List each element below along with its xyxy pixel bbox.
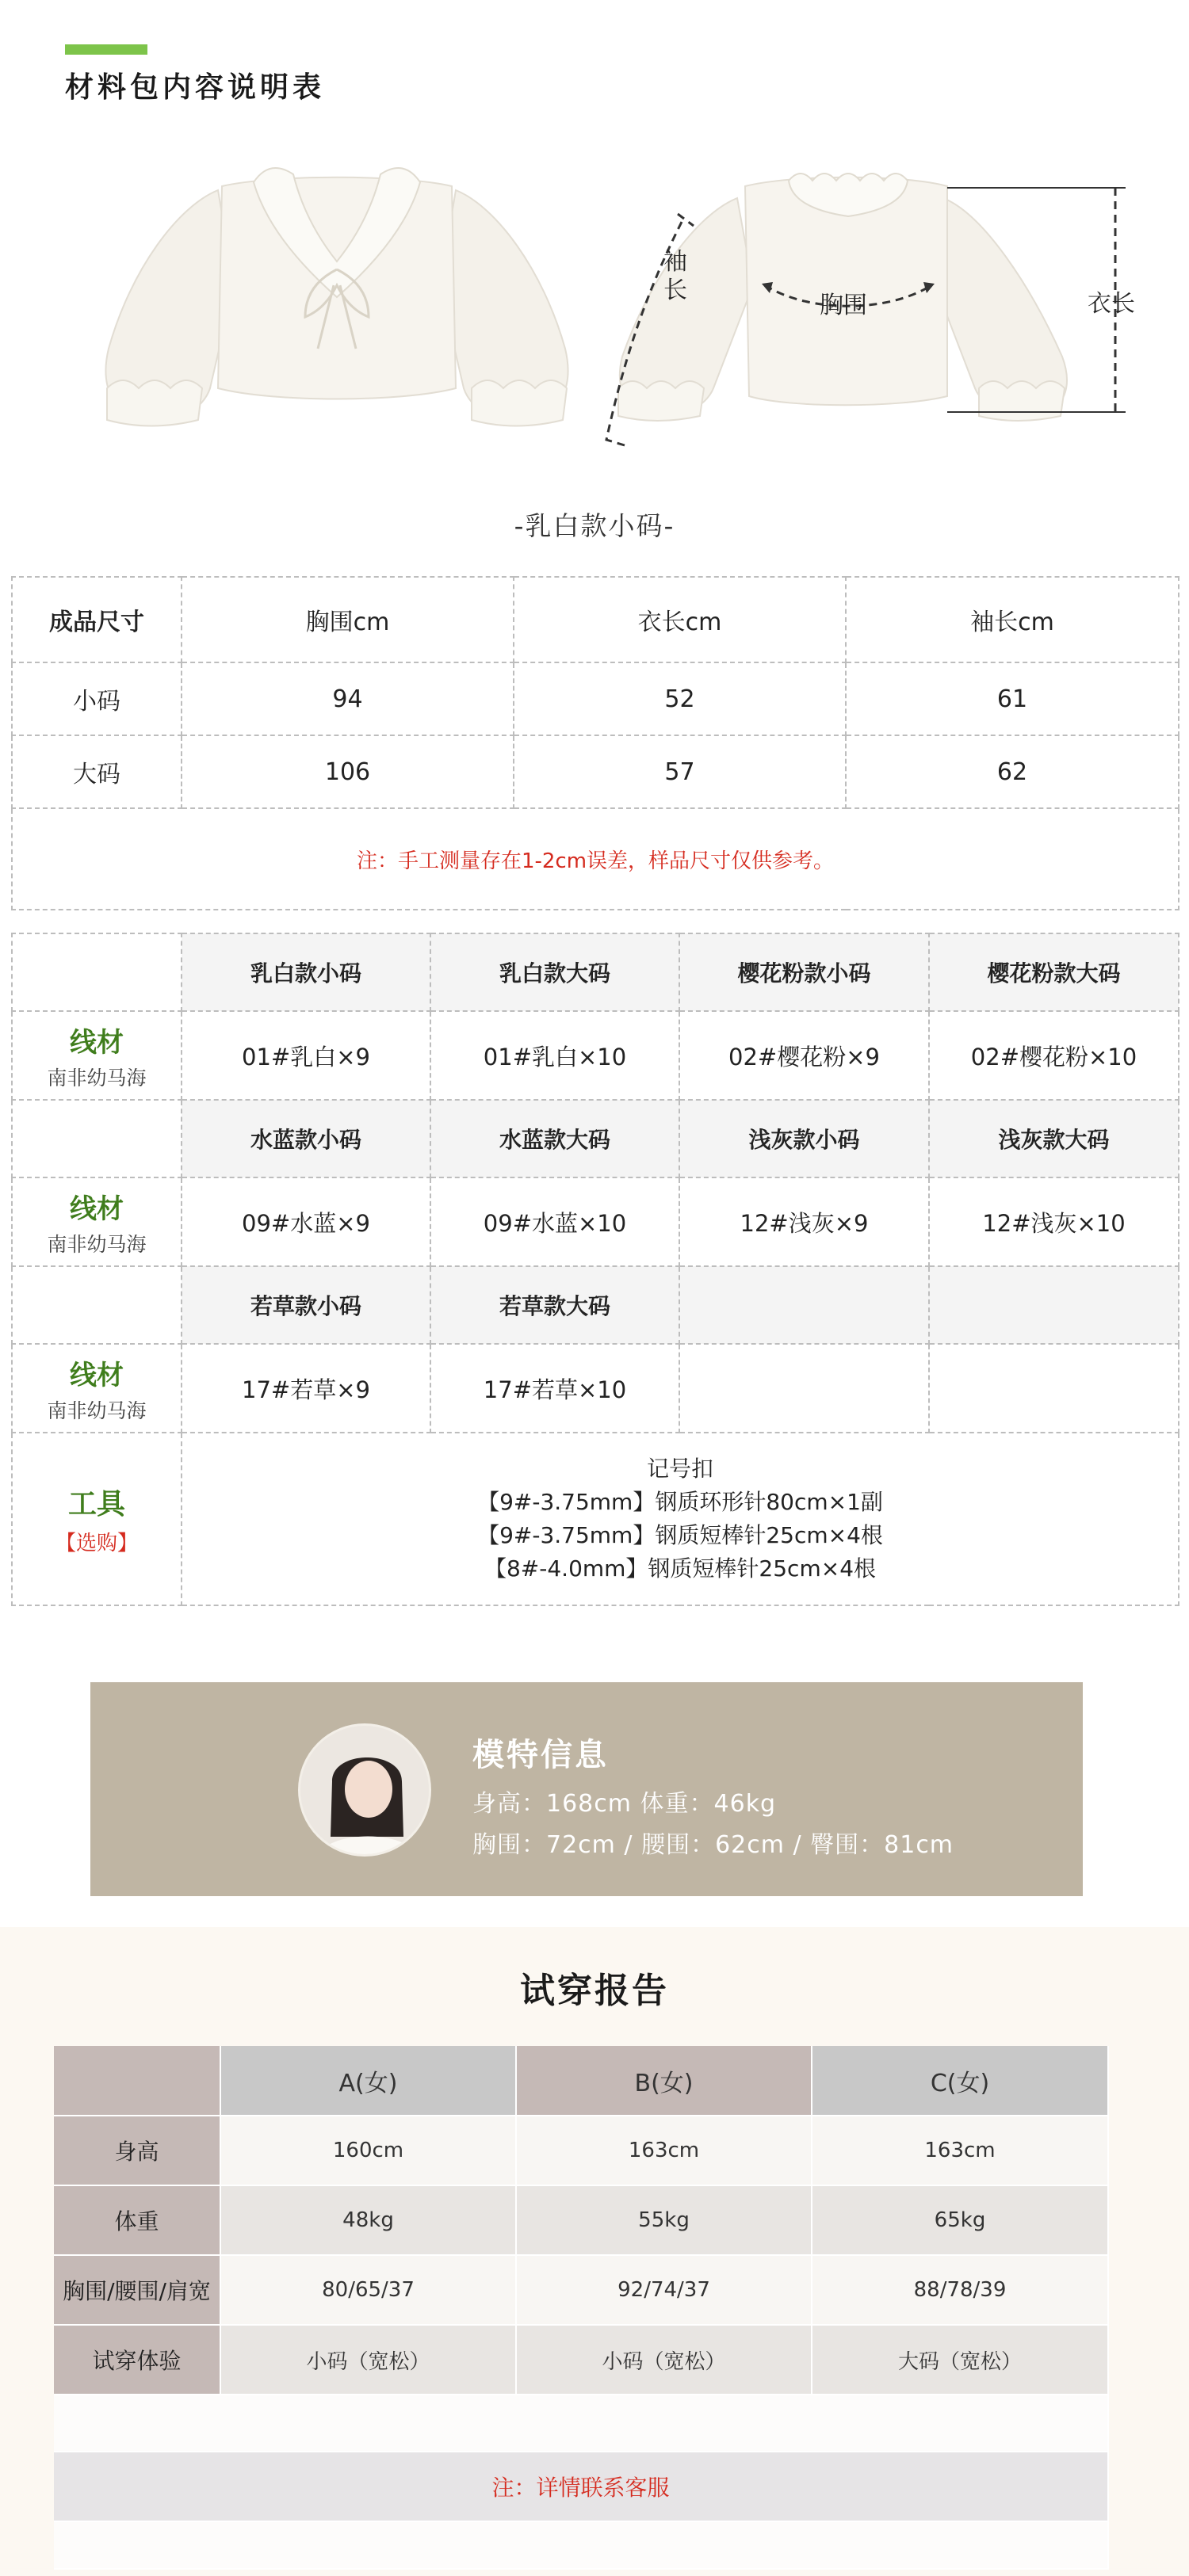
table-row bbox=[54, 2325, 1108, 2395]
tool-item: 【8#-4.0mm】钢质短棒针25cm×4根 bbox=[484, 1555, 877, 1582]
yarn-table bbox=[11, 933, 1179, 1606]
yarn-cell: 02#樱花粉×10 bbox=[929, 1011, 1179, 1100]
yarn-sublabel: 南非幼马海 bbox=[47, 1232, 147, 1256]
report-note: 注：详情联系客服 bbox=[54, 2452, 1108, 2521]
table-cell: 48kg bbox=[220, 2185, 516, 2255]
variant-header: 水蓝款小码 bbox=[182, 1100, 430, 1177]
empty-cell bbox=[929, 1344, 1179, 1433]
yarn-cell: 12#浅灰×9 bbox=[679, 1177, 929, 1266]
sleeve-length-label-2: 长 bbox=[663, 277, 687, 304]
table-cell: 61 bbox=[846, 662, 1179, 735]
empty-header-cell bbox=[679, 1266, 929, 1344]
yarn-label-cell bbox=[12, 1011, 182, 1100]
yarn-label: 线材 bbox=[70, 1193, 124, 1225]
model-measurements: 胸围：72cm / 腰围：62cm / 臀围：81cm bbox=[472, 1831, 954, 1859]
tester-c-header: C(女) bbox=[812, 2046, 1108, 2116]
title-accent-bar bbox=[65, 44, 147, 55]
yarn-label-cell bbox=[12, 1177, 182, 1266]
sweater-front-photo bbox=[83, 151, 591, 475]
yarn-data-row bbox=[12, 1011, 1179, 1100]
yarn-cell: 17#若草×10 bbox=[430, 1344, 679, 1433]
table-cell: 163cm bbox=[812, 2116, 1108, 2185]
tool-item: 记号扣 bbox=[646, 1456, 713, 1482]
table-row bbox=[54, 2116, 1108, 2185]
report-title: 试穿报告 bbox=[520, 1971, 669, 2011]
table-cell: 163cm bbox=[516, 2116, 812, 2185]
yarn-label-cell bbox=[12, 1344, 182, 1433]
yarn-header-row bbox=[12, 1100, 1179, 1177]
size-table-heading: 成品尺寸 bbox=[12, 577, 182, 662]
tool-item: 【9#-3.75mm】钢质短棒针25cm×4根 bbox=[477, 1522, 883, 1548]
size-note: 注：手工测量存在1-2cm误差，样品尺寸仅供参考。 bbox=[12, 808, 1179, 910]
yarn-header-row bbox=[12, 1266, 1179, 1344]
variant-header: 浅灰款小码 bbox=[679, 1100, 929, 1177]
variant-header: 乳白款大码 bbox=[430, 933, 679, 1011]
column-header-chest: 胸围cm bbox=[182, 577, 514, 662]
model-info-card bbox=[90, 1682, 1083, 1896]
table-cell: 62 bbox=[846, 735, 1179, 808]
table-cell: 106 bbox=[182, 735, 514, 808]
yarn-sublabel: 南非幼马海 bbox=[47, 1399, 147, 1422]
empty-corner-cell bbox=[54, 2046, 220, 2116]
sleeve-length-label-1: 袖 bbox=[663, 248, 687, 276]
yarn-cell: 02#樱花粉×9 bbox=[679, 1011, 929, 1100]
tools-label: 工具 bbox=[67, 1488, 125, 1521]
sweater-back-measurement-photo bbox=[587, 151, 1141, 475]
photo-caption: -乳白款小码- bbox=[514, 510, 675, 541]
table-cell: 小码（宽松） bbox=[516, 2325, 812, 2395]
table-cell: 大码（宽松） bbox=[812, 2325, 1108, 2395]
table-row bbox=[54, 2255, 1108, 2325]
table-cell: 小码（宽松） bbox=[220, 2325, 516, 2395]
model-avatar bbox=[298, 1723, 431, 1857]
variant-header: 浅灰款大码 bbox=[929, 1100, 1179, 1177]
row-label-height: 身高 bbox=[54, 2116, 220, 2185]
yarn-data-row bbox=[12, 1344, 1179, 1433]
variant-header: 樱花粉款小码 bbox=[679, 933, 929, 1011]
size-table bbox=[11, 576, 1179, 910]
empty-cell bbox=[679, 1344, 929, 1433]
table-cell: 80/65/37 bbox=[220, 2255, 516, 2325]
tester-b-header: B(女) bbox=[516, 2046, 812, 2116]
row-label-large: 大码 bbox=[12, 735, 182, 808]
row-label-small: 小码 bbox=[12, 662, 182, 735]
model-info-title: 模特信息 bbox=[472, 1737, 609, 1773]
empty-cell bbox=[54, 2395, 1108, 2452]
yarn-header-row bbox=[12, 933, 1179, 1011]
tool-item: 【9#-3.75mm】钢质环形针80cm×1副 bbox=[477, 1489, 883, 1515]
table-row bbox=[12, 662, 1179, 735]
table-row bbox=[54, 2185, 1108, 2255]
row-label-fit: 试穿体验 bbox=[54, 2325, 220, 2395]
yarn-cell: 01#乳白×9 bbox=[182, 1011, 430, 1100]
empty-header-cell bbox=[929, 1266, 1179, 1344]
size-note-row bbox=[12, 808, 1179, 910]
variant-header: 乳白款小码 bbox=[182, 933, 430, 1011]
table-cell: 88/78/39 bbox=[812, 2255, 1108, 2325]
table-cell: 160cm bbox=[220, 2116, 516, 2185]
length-label: 衣长 bbox=[1088, 290, 1135, 318]
yarn-sublabel: 南非幼马海 bbox=[47, 1066, 147, 1090]
tools-list bbox=[182, 1433, 1179, 1605]
table-cell: 65kg bbox=[812, 2185, 1108, 2255]
table-cell: 94 bbox=[182, 662, 514, 735]
yarn-cell: 09#水蓝×10 bbox=[430, 1177, 679, 1266]
size-table-header-row bbox=[12, 577, 1179, 662]
report-note-row bbox=[54, 2452, 1108, 2521]
yarn-label: 线材 bbox=[70, 1026, 124, 1059]
row-label-measurements: 胸围/腰围/肩宽 bbox=[54, 2255, 220, 2325]
yarn-cell: 12#浅灰×10 bbox=[929, 1177, 1179, 1266]
model-height-weight: 身高：168cm 体重：46kg bbox=[472, 1790, 777, 1818]
variant-header: 若草款小码 bbox=[182, 1266, 430, 1344]
variant-header: 水蓝款大码 bbox=[430, 1100, 679, 1177]
variant-header: 樱花粉款大码 bbox=[929, 933, 1179, 1011]
table-cell: 55kg bbox=[516, 2185, 812, 2255]
spacer-row bbox=[54, 2521, 1108, 2569]
table-cell: 52 bbox=[514, 662, 846, 735]
empty-cell bbox=[12, 1266, 182, 1344]
tools-label-cell bbox=[12, 1433, 182, 1605]
variant-header: 若草款大码 bbox=[430, 1266, 679, 1344]
tools-row bbox=[12, 1433, 1179, 1605]
table-cell: 57 bbox=[514, 735, 846, 808]
report-table bbox=[54, 2046, 1109, 2570]
tools-optional-label: 【选购】 bbox=[55, 1532, 138, 1555]
yarn-cell: 09#水蓝×9 bbox=[182, 1177, 430, 1266]
column-header-sleeve: 袖长cm bbox=[846, 577, 1179, 662]
yarn-cell: 01#乳白×10 bbox=[430, 1011, 679, 1100]
yarn-label: 线材 bbox=[70, 1359, 124, 1391]
table-cell: 92/74/37 bbox=[516, 2255, 812, 2325]
empty-cell bbox=[54, 2521, 1108, 2569]
table-row bbox=[12, 735, 1179, 808]
report-header-row bbox=[54, 2046, 1108, 2116]
spacer-row bbox=[54, 2395, 1108, 2452]
yarn-cell: 17#若草×9 bbox=[182, 1344, 430, 1433]
yarn-data-row bbox=[12, 1177, 1179, 1266]
tester-a-header: A(女) bbox=[220, 2046, 516, 2116]
page-title: 材料包内容说明表 bbox=[65, 71, 326, 104]
chest-label: 胸围 bbox=[820, 292, 867, 319]
column-header-length: 衣长cm bbox=[514, 577, 846, 662]
empty-cell bbox=[12, 1100, 182, 1177]
empty-cell bbox=[12, 933, 182, 1011]
row-label-weight: 体重 bbox=[54, 2185, 220, 2255]
